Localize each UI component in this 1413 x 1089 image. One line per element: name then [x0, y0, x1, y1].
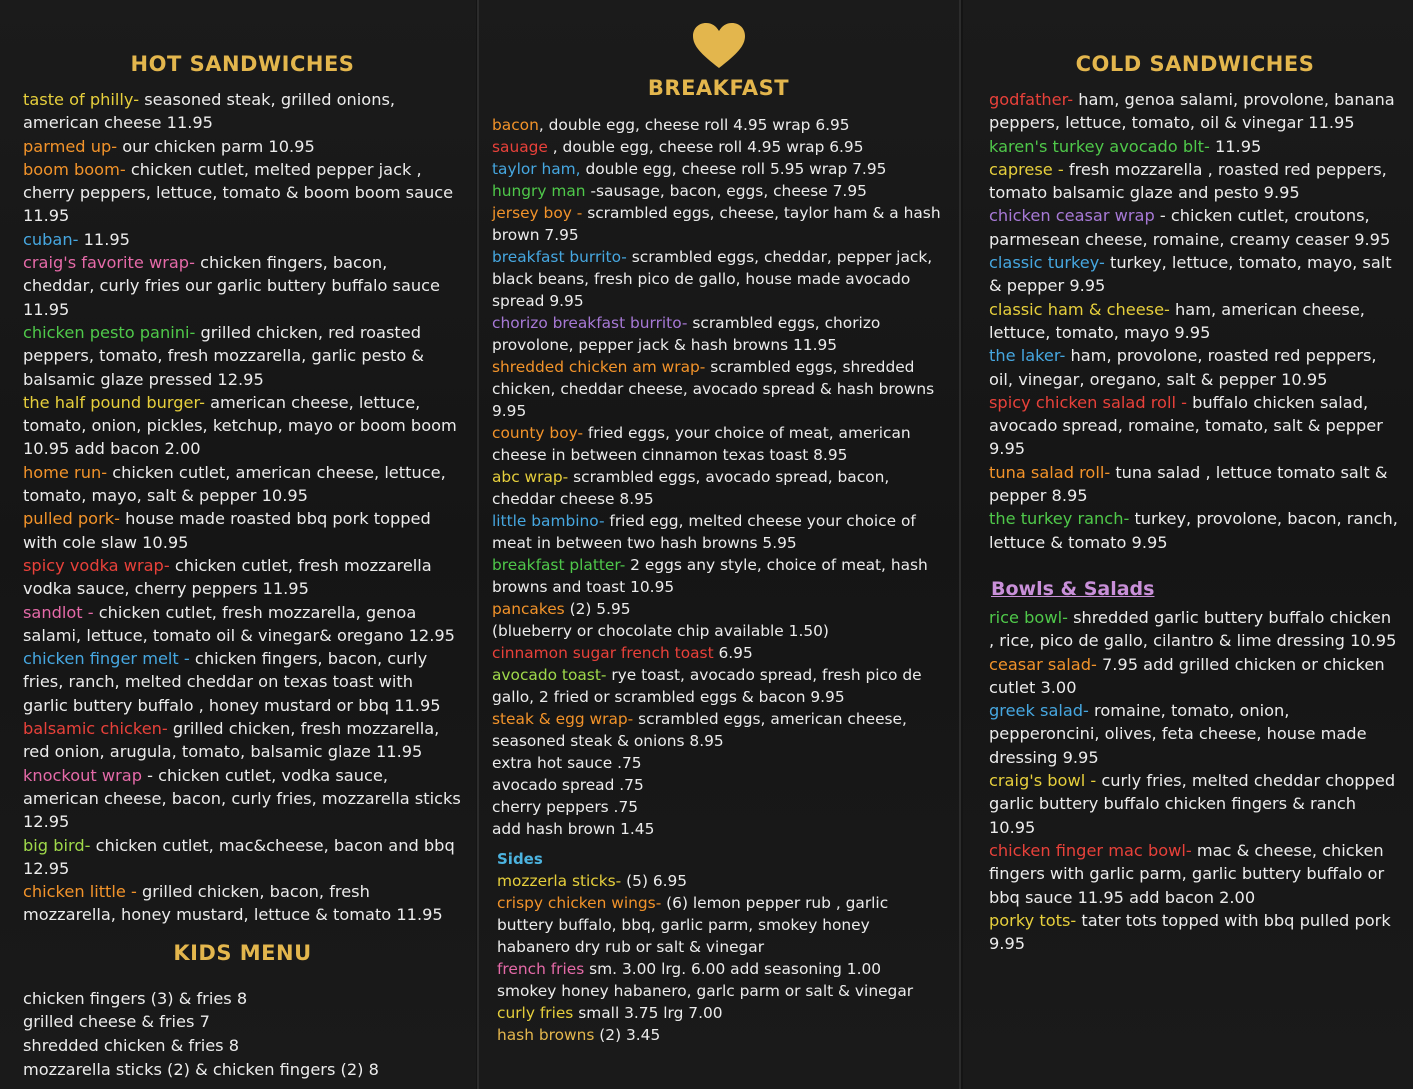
menu-item: [492, 312, 945, 356]
menu-item: [989, 135, 1401, 158]
extra-item: extra hot sauce .75: [492, 754, 642, 772]
hot-sandwiches-panel: [0, 0, 476, 1089]
menu-item-name: pulled pork-: [23, 509, 120, 529]
menu-item: [492, 180, 945, 202]
menu-item-name: craig's favorite wrap-: [23, 253, 195, 273]
menu-item-description: chicken fingers, bacon, curly fries, ranch, melted cheddar on texas toast with garlic buttery buffalo , honey mustard or bbq 11.95: [23, 649, 441, 715]
menu-item: [23, 391, 462, 461]
menu-item-description: turkey, lettuce, tomato, mayo, salt & pepper 9.95: [989, 253, 1392, 296]
menu-item: [989, 88, 1401, 135]
menu-item: [497, 1002, 945, 1024]
menu-item-description: scrambled eggs, avocado spread, bacon, cheddar cheese 8.95: [492, 468, 890, 508]
menu-item-description: fried egg, melted cheese your choice of meat in between two hash browns 5.95: [492, 512, 916, 552]
menu-item-name: porky tots-: [989, 910, 1077, 930]
menu-item-description: fresh mozzarella , roasted red peppers, tomato balsamic glaze and pesto 9.95: [989, 159, 1387, 203]
cold-sandwiches-title: COLD SANDWICHES: [1075, 52, 1315, 76]
menu-item-description: - chicken cutlet, croutons, parmesean cheese, romaine, creamy ceaser 9.95: [989, 206, 1391, 249]
menu-item: [492, 202, 945, 246]
menu-item: [989, 298, 1401, 345]
menu-item-description: (6) lemon pepper rub , garlic buttery buffalo, bbq, garlic parm, smokey honey habanero dry rub or salt & vinegar: [497, 894, 889, 956]
menu-item: [23, 764, 462, 834]
menu-item-name: greek salad-: [989, 701, 1089, 721]
menu-item-name: pancakes: [492, 600, 565, 618]
menu-item: [492, 642, 945, 664]
menu-item-name: balsamic chicken-: [23, 719, 168, 739]
menu-item-name: jersey boy -: [492, 204, 583, 222]
menu-item: [989, 251, 1401, 298]
kids-item: grilled cheese & fries 7: [23, 1012, 210, 1032]
menu-item-name: avocado toast-: [492, 666, 607, 684]
menu-item: [989, 507, 1401, 554]
menu-item: [492, 158, 945, 180]
menu-item-description: house made roasted bbq pork topped with cole slaw 10.95: [23, 509, 431, 552]
menu-item-name: the turkey ranch-: [989, 509, 1130, 529]
menu-item-description: rye toast, avocado spread, fresh pico de gallo, 2 fried or scrambled eggs & bacon 9.95: [492, 666, 922, 706]
menu-item: [989, 909, 1401, 956]
menu-item: [23, 647, 462, 717]
menu-item-description: , double egg, cheese roll 4.95 wrap 6.95: [538, 116, 850, 134]
menu-item-description: scrambled eggs, cheddar, pepper jack, black beans, fresh pico de gallo, house made avocado spread 9.95: [492, 248, 933, 310]
menu-item-name: big bird-: [23, 835, 91, 855]
menu-item-description: 11.95: [1209, 136, 1262, 156]
menu-item: [497, 892, 945, 958]
extra-item: add hash brown 1.45: [492, 820, 655, 838]
menu-item: [497, 1024, 945, 1046]
menu-item-name: sandlot -: [23, 602, 94, 622]
menu-item: [497, 870, 945, 892]
menu-item-name: sauage: [492, 138, 548, 156]
menu-item: [492, 510, 945, 554]
menu-item-name: hungry man: [492, 182, 586, 200]
menu-item-description: 11.95: [78, 229, 130, 249]
menu-item-description: curly fries, melted cheddar chopped garlic buttery buffalo chicken fingers & ranch 10.95: [989, 771, 1396, 837]
menu-item-description: shredded garlic buttery buffalo chicken , rice, pico de gallo, cilantro & lime dressing 10.95: [989, 607, 1397, 651]
menu-item: [492, 136, 945, 158]
menu-item-description: grilled chicken, bacon, fresh mozzarella, honey mustard, lettuce & tomato 11.95: [23, 882, 443, 925]
menu-item: [23, 135, 462, 158]
menu-item-description: sm. 3.00 lrg. 6.00 add seasoning 1.00 smokey honey habanero, garlc parm or salt & vinegar: [497, 960, 914, 1000]
menu-item-description: tater tots topped with bbq pulled pork 9.95: [989, 910, 1391, 954]
menu-item-description: chicken fingers, bacon, cheddar, curly fries our garlic buttery buffalo sauce 11.95: [23, 253, 441, 319]
extra-item: cherry peppers .75: [492, 798, 639, 816]
menu-item: [989, 839, 1401, 909]
menu-item-name: karen's turkey avocado blt-: [989, 136, 1210, 156]
menu-item: [23, 880, 462, 927]
menu-item-name: county boy-: [492, 424, 583, 442]
menu-item-description: -sausage, bacon, eggs, cheese 7.95: [585, 182, 867, 200]
menu-item-description: (2) 5.95: [564, 600, 631, 618]
menu-item-description: 7.95 add grilled chicken or chicken cutlet 3.00: [989, 654, 1385, 697]
menu-item-name: chicken pesto panini-: [23, 322, 196, 342]
menu-item-name: chicken little -: [23, 882, 137, 902]
breakfast-list: [492, 114, 945, 620]
menu-item-description: american cheese, lettuce, tomato, onion, pickles, ketchup, mayo or boom boom 10.95 add bacon 2.00: [23, 392, 457, 459]
sides-list: [492, 870, 945, 1046]
menu-item-description: fried eggs, your choice of meat, american cheese in between cinnamon texas toast 8.95: [492, 424, 911, 464]
sides-title: Sides: [497, 850, 543, 868]
menu-item-name: cuban-: [23, 229, 79, 249]
menu-item-description: mac & cheese, chicken fingers with garlic parm, garlic buttery buffalo or bbq sauce 11.95 add bacon 2.00: [989, 840, 1385, 907]
menu-item-name: little bambino-: [492, 512, 605, 530]
menu-item-name: ceasar salad-: [989, 654, 1097, 674]
menu-item-name: taste of philly-: [23, 90, 140, 109]
menu-item-description: grilled chicken, fresh mozzarella, red onion, arugula, tomato, balsamic glaze 11.95: [23, 719, 440, 762]
menu-item: [989, 204, 1401, 251]
menu-item-name: mozzerla sticks-: [497, 872, 622, 890]
cold-sandwiches-panel: [963, 0, 1413, 1089]
menu-item-name: steak & egg wrap-: [492, 710, 634, 728]
menu-item: [23, 834, 462, 881]
menu-item: [23, 717, 462, 764]
menu-item-name: chicken finger melt -: [23, 649, 190, 669]
menu-item: [492, 554, 945, 598]
menu-item-description: scrambled eggs, american cheese, seasoned steak & onions 8.95: [492, 710, 907, 750]
menu-item: [23, 251, 462, 321]
kids-item: mozzarella sticks (2) & chicken fingers (2) 8: [23, 1060, 379, 1080]
kids-item: shredded chicken & fries 8: [23, 1036, 240, 1056]
menu-item: [23, 461, 462, 508]
menu-item-name: classic ham & cheese-: [989, 299, 1170, 319]
hot-sandwiches-title: HOT SANDWICHES: [130, 52, 355, 76]
menu-item: [492, 598, 945, 620]
menu-item-name: taylor ham,: [492, 160, 581, 178]
menu-item-description: - chicken cutlet, vodka sauce, american cheese, bacon, curly fries, mozzarella sticks 12.95: [23, 765, 461, 832]
menu-item: [989, 606, 1401, 653]
menu-item: [492, 708, 945, 752]
menu-item-description: 2 eggs any style, choice of meat, hash browns and toast 10.95: [492, 556, 928, 596]
hot-sandwiches-list: [23, 88, 462, 927]
menu-item-description: turkey, provolone, bacon, ranch, lettuce & tomato 9.95: [989, 509, 1398, 552]
menu-item: [492, 422, 945, 466]
menu-item-description: chicken cutlet, american cheese, lettuce, tomato, mayo, salt & pepper 10.95: [23, 462, 446, 506]
breakfast-panel: [477, 0, 961, 1089]
menu-item-name: spicy vodka wrap-: [23, 555, 170, 575]
menu-item-description: seasoned steak, grilled onions, american cheese 11.95: [23, 90, 396, 133]
menu-item: [989, 461, 1401, 508]
menu-item-name: chicken ceasar wrap: [989, 206, 1155, 226]
menu-item-name: boom boom-: [23, 159, 126, 179]
heart-icon: [691, 22, 747, 70]
menu-item-name: curly fries: [497, 1004, 574, 1022]
menu-item-description: chicken cutlet, mac&cheese, bacon and bbq 12.95: [23, 835, 455, 878]
menu-item-description: , double egg, cheese roll 4.95 wrap 6.95: [547, 138, 864, 156]
menu-item-description: 6.95: [713, 644, 753, 662]
menu-item-description: tuna salad , lettuce tomato salt & pepper 8.95: [989, 462, 1388, 506]
menu-item-name: classic turkey-: [989, 253, 1105, 273]
menu-item: [23, 158, 462, 228]
menu-item-name: the half pound burger-: [23, 392, 205, 412]
menu-item-description: grilled chicken, red roasted peppers, tomato, fresh mozzarella, garlic pesto & balsamic glaze pressed 12.95: [23, 322, 425, 389]
menu-item: [989, 344, 1401, 391]
extra-item: avocado spread .75: [492, 776, 644, 794]
menu-item-name: breakfast burrito-: [492, 248, 627, 266]
menu-item: [23, 554, 462, 601]
menu-item: [23, 88, 462, 135]
menu-item-name: the laker-: [989, 346, 1066, 366]
bowls-salads-list: [989, 606, 1401, 955]
menu-item-name: chicken finger mac bowl-: [989, 840, 1192, 860]
menu-item-description: scrambled eggs, shredded chicken, cheddar cheese, avocado spread & hash browns 9.95: [492, 358, 935, 420]
menu-item: [492, 114, 945, 136]
menu-item: [989, 769, 1401, 839]
menu-item-description: buffalo chicken salad, avocado spread, romaine, tomato, salt & pepper 9.95: [989, 392, 1383, 459]
menu-item: [989, 158, 1401, 205]
breakfast-title: BREAKFAST: [647, 76, 790, 100]
menu-item-name: caprese -: [989, 159, 1064, 179]
menu-item: [23, 507, 462, 554]
menu-item: [23, 321, 462, 391]
menu-item-name: spicy chicken salad roll -: [989, 392, 1187, 412]
menu-item-description: chicken cutlet, fresh mozzarella vodka sauce, cherry peppers 11.95: [23, 555, 432, 599]
menu-item-name: godfather-: [989, 90, 1074, 109]
menu-item-description: (5) 6.95: [621, 872, 688, 890]
menu-item-description: scrambled eggs, chorizo provolone, pepper jack & hash browns 11.95: [492, 314, 881, 354]
menu-item: [492, 664, 945, 708]
menu-item-description: scrambled eggs, cheese, taylor ham & a hash brown 7.95: [492, 204, 941, 244]
menu-item-name: tuna salad roll-: [989, 462, 1111, 482]
menu-item: [989, 699, 1401, 769]
menu-item-name: cinnamon sugar french toast: [492, 644, 714, 662]
menu-item-description: double egg, cheese roll 5.95 wrap 7.95: [580, 160, 887, 178]
menu-item: [492, 466, 945, 510]
menu-item-description: chicken cutlet, melted pepper jack , cherry peppers, lettuce, tomato & boom boom sauce 11.95: [23, 159, 454, 226]
kids-menu-title: KIDS MENU: [173, 940, 312, 965]
menu-item-description: small 3.75 lrg 7.00: [573, 1004, 723, 1022]
menu-item-name: home run-: [23, 462, 108, 482]
menu-item-name: hash browns: [497, 1026, 595, 1044]
cold-sandwiches-list: [989, 88, 1401, 554]
menu-item-name: knockout wrap: [23, 765, 142, 785]
menu-item-name: bacon: [492, 116, 539, 134]
menu-item: [23, 601, 462, 648]
menu-item-name: parmed up-: [23, 136, 118, 156]
menu-item-name: abc wrap-: [492, 468, 569, 486]
menu-item-name: crispy chicken wings-: [497, 894, 662, 912]
kids-menu-list: [23, 987, 462, 1082]
menu-item-name: french fries: [497, 960, 585, 978]
menu-item-description: ham, american cheese, lettuce, tomato, mayo 9.95: [989, 299, 1365, 342]
menu-item: [989, 653, 1401, 700]
menu-item: [492, 246, 945, 312]
breakfast-list-2: [492, 642, 945, 752]
menu-item-name: rice bowl-: [989, 607, 1068, 627]
menu-item-description: ham, genoa salami, provolone, banana peppers, lettuce, tomato, oil & vinegar 11.95: [989, 90, 1395, 133]
menu-item-description: (2) 3.45: [594, 1026, 661, 1044]
kids-item: chicken fingers (3) & fries 8: [23, 988, 248, 1008]
menu-item: [23, 228, 462, 251]
menu-item-name: breakfast platter-: [492, 556, 626, 574]
menu-item-name: craig's bowl -: [989, 771, 1097, 791]
extras-list: [492, 752, 945, 840]
menu-item-name: shredded chicken am wrap-: [492, 358, 706, 376]
menu-item-description: our chicken parm 10.95: [117, 136, 315, 156]
menu-item-description: chicken cutlet, fresh mozzarella, genoa salami, lettuce, tomato oil & vinegar& oregano 12.95: [23, 602, 455, 645]
menu-item-name: chorizo breakfast burrito-: [492, 314, 688, 332]
menu-item: [492, 356, 945, 422]
pancake-note: (blueberry or chocolate chip available 1.50): [492, 622, 829, 640]
menu-item: [989, 391, 1401, 461]
menu-item: [497, 958, 945, 1002]
menu-item-description: romaine, tomato, onion, pepperoncini, olives, feta cheese, house made dressing 9.95: [989, 701, 1367, 767]
menu-item-description: ham, provolone, roasted red peppers, oil, vinegar, oregano, salt & pepper 10.95: [989, 346, 1377, 389]
bowls-salads-title: Bowls & Salads: [991, 577, 1155, 600]
